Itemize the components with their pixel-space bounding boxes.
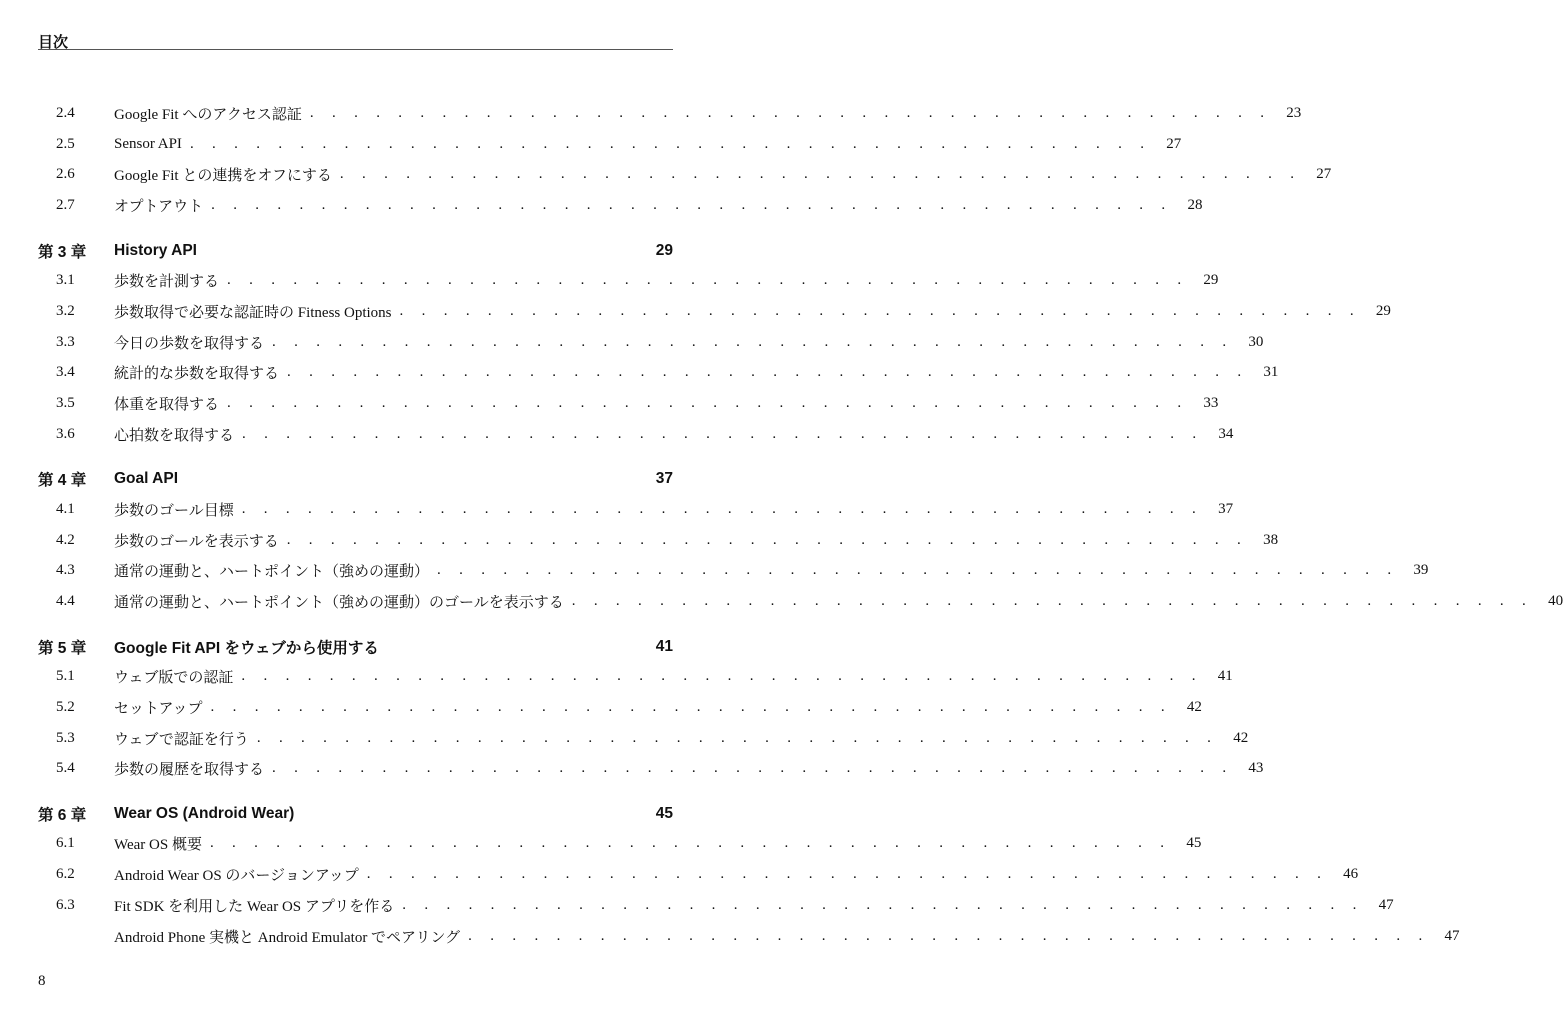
entry-title: Google Fit API をウェブから使用する — [114, 639, 379, 657]
toc-section-entry[interactable] — [38, 723, 1249, 754]
entry-page: 42 — [1186, 698, 1202, 715]
entry-page: 46 — [1343, 866, 1359, 883]
toc-chapter-entry[interactable] — [38, 465, 673, 494]
toc-chapter-entry[interactable] — [38, 799, 673, 828]
toc-section-entry[interactable] — [38, 525, 1279, 556]
table-of-contents — [38, 98, 1563, 952]
entry-page: 47 — [1378, 896, 1394, 913]
toc-section-entry[interactable] — [38, 419, 1234, 450]
toc-section-entry[interactable] — [38, 921, 1460, 952]
entry-title: Fit SDK を利用した Wear OS アプリを作る — [114, 898, 395, 915]
dot-leader: . . . . . . . . . . . . . . . . . . . . . . . . . . . . . . . . . . . . . . . . . . . . — [437, 562, 1399, 579]
entry-title: Google Fit へのアクセス認証 — [114, 106, 302, 123]
entry-page: 27 — [1166, 135, 1182, 152]
toc-section-entry[interactable] — [38, 327, 1264, 358]
entry-number: 2.6 — [56, 166, 75, 183]
entry-page: 38 — [1263, 531, 1279, 548]
toc-section-entry[interactable] — [38, 296, 1391, 327]
toc-section-entry[interactable] — [38, 754, 1264, 785]
toc-section-entry[interactable] — [38, 160, 1332, 191]
entry-page: 43 — [1248, 760, 1264, 777]
entry-number: 3.5 — [56, 395, 75, 412]
entry-title: 歩数のゴールを表示する — [114, 533, 279, 550]
entry-number: 第 3 章 — [38, 243, 87, 261]
entry-title: 通常の運動と、ハートポイント（強めの運動） — [114, 564, 430, 581]
dot-leader: . . . . . . . . . . . . . . . . . . . . . . . . . . . . . . . . . . . . . . . . . . . . — [339, 166, 1302, 183]
entry-number: 4.4 — [56, 593, 75, 610]
dot-leader: . . . . . . . . . . . . . . . . . . . . . . . . . . . . . . . . . . . . . . . . . . . . — [468, 927, 1430, 944]
dot-leader: . . . . . . . . . . . . . . . . . . . . . . . . . . . . . . . . . . . . . . . . . . . . — [241, 500, 1204, 517]
entry-number: 3.6 — [56, 426, 75, 443]
dot-leader: . . . . . . . . . . . . . . . . . . . . . . . . . . . . . . . . . . . . . . . . . . . . — [272, 333, 1234, 350]
entry-number: 6.2 — [56, 866, 75, 883]
entry-number: 第 6 章 — [38, 806, 87, 824]
entry-number: 5.1 — [56, 668, 75, 685]
entry-page: 29 — [655, 241, 673, 259]
dot-leader: . . . . . . . . . . . . . . . . . . . . . . . . . . . . . . . . . . . . . . . . . . . . — [272, 760, 1234, 777]
entry-page: 30 — [1248, 333, 1264, 350]
toc-section-entry[interactable] — [38, 494, 1234, 525]
entry-title: 歩数のゴール目標 — [114, 502, 234, 519]
entry-page: 39 — [1413, 562, 1429, 579]
dot-leader: . . . . . . . . . . . . . . . . . . . . . . . . . . . . . . . . . . . . . . . . . . . . — [209, 835, 1172, 852]
toc-section-entry[interactable] — [38, 129, 1182, 160]
toc-section-entry[interactable] — [38, 388, 1219, 419]
entry-number: 5.4 — [56, 760, 75, 777]
entry-title: 今日の歩数を取得する — [114, 335, 265, 352]
entry-title: セットアップ — [114, 700, 203, 717]
entry-title: Wear OS 概要 — [114, 837, 202, 854]
entry-number: 6.3 — [56, 896, 75, 913]
entry-page: 31 — [1263, 364, 1279, 381]
entry-page: 40 — [1548, 593, 1563, 610]
entry-title: Android Phone 実機と Android Emulator でペアリング — [114, 929, 461, 946]
entry-title: 統計的な歩数を取得する — [114, 366, 280, 383]
entry-number: 2.5 — [56, 135, 75, 152]
entry-number: 3.2 — [56, 302, 75, 319]
dot-leader: . . . . . . . . . . . . . . . . . . . . . . . . . . . . . . . . . . . . . . . . . . . . — [189, 135, 1152, 152]
dot-leader: . . . . . . . . . . . . . . . . . . . . . . . . . . . . . . . . . . . . . . . . . . . . — [287, 364, 1249, 381]
entry-page: 28 — [1187, 197, 1203, 214]
entry-number: 2.4 — [56, 104, 75, 121]
entry-title: 歩数を計測する — [114, 274, 220, 291]
entry-title: オプトアウト — [114, 199, 204, 216]
entry-number: 6.1 — [56, 835, 75, 852]
entry-number: 2.7 — [56, 197, 75, 214]
entry-number: 4.2 — [56, 531, 75, 548]
entry-page: 47 — [1444, 927, 1460, 944]
toc-section-entry[interactable] — [38, 890, 1394, 921]
entry-title: 体重を取得する — [114, 397, 220, 414]
toc-chapter-entry[interactable] — [38, 632, 673, 661]
entry-title: Android Wear OS のバージョンアップ — [114, 868, 359, 885]
entry-number: 第 4 章 — [38, 472, 87, 490]
entry-title: ウェブ版での認証 — [114, 670, 234, 687]
dot-leader: . . . . . . . . . . . . . . . . . . . . . . . . . . . . . . . . . . . . . . . . . . . . — [227, 272, 1189, 289]
entry-page: 37 — [655, 470, 673, 488]
entry-number: 3.4 — [56, 364, 75, 381]
dot-leader: . . . . . . . . . . . . . . . . . . . . . . . . . . . . . . . . . . . . . . . . . . . . — [242, 426, 1204, 443]
entry-title: History API — [114, 241, 197, 259]
entry-title: Goal API — [114, 470, 179, 488]
toc-section-entry[interactable] — [38, 586, 1563, 617]
entry-page: 37 — [1218, 500, 1234, 517]
entry-page: 27 — [1316, 166, 1332, 183]
entry-number: 3.1 — [56, 272, 75, 289]
entry-title: 歩数の履歴を取得する — [114, 762, 265, 779]
entry-page: 45 — [1186, 835, 1202, 852]
entry-title: Google Fit との連携をオフにする — [114, 168, 332, 185]
toc-section-entry[interactable] — [38, 692, 1202, 723]
dot-leader: . . . . . . . . . . . . . . . . . . . . . . . . . . . . . . . . . . . . . . . . . . . . — [309, 104, 1272, 121]
entry-number: 3.3 — [56, 333, 75, 350]
dot-leader: . . . . . . . . . . . . . . . . . . . . . . . . . . . . . . . . . . . . . . . . . . . . — [286, 531, 1249, 548]
toc-section-entry[interactable] — [38, 859, 1359, 890]
dot-leader: . . . . . . . . . . . . . . . . . . . . . . . . . . . . . . . . . . . . . . . . . . . . — [366, 866, 1329, 883]
entry-page: 33 — [1203, 395, 1219, 412]
entry-title: Wear OS (Android Wear) — [114, 804, 295, 822]
entry-page: 29 — [1203, 272, 1219, 289]
toc-section-entry[interactable] — [38, 190, 1203, 221]
toc-section-entry[interactable] — [38, 828, 1202, 859]
entry-page: 45 — [655, 804, 673, 822]
entry-page: 41 — [655, 637, 673, 655]
toc-chapter-entry[interactable] — [38, 236, 673, 265]
toc-section-entry[interactable] — [38, 556, 1429, 587]
header-rule — [38, 49, 673, 50]
entry-title: 心拍数を取得する — [114, 428, 235, 445]
entry-number: 第 5 章 — [38, 639, 87, 657]
entry-number: 4.1 — [56, 500, 75, 517]
entry-title: Sensor API — [114, 135, 182, 152]
entry-number: 5.3 — [56, 729, 75, 746]
running-header: 目次 — [38, 34, 69, 51]
entry-page: 42 — [1233, 729, 1249, 746]
toc-section-entry[interactable] — [38, 265, 1219, 296]
dot-leader: . . . . . . . . . . . . . . . . . . . . . . . . . . . . . . . . . . . . . . . . . . . . — [256, 729, 1219, 746]
toc-section-entry[interactable] — [38, 661, 1233, 692]
entry-number: 4.3 — [56, 562, 75, 579]
dot-leader: . . . . . . . . . . . . . . . . . . . . . . . . . . . . . . . . . . . . . . . . . . . . — [227, 395, 1189, 412]
entry-page: 23 — [1286, 104, 1302, 121]
dot-leader: . . . . . . . . . . . . . . . . . . . . . . . . . . . . . . . . . . . . . . . . . . . . — [399, 302, 1361, 319]
entry-title: 歩数取得で必要な認証時の Fitness Options — [114, 304, 392, 321]
dot-leader: . . . . . . . . . . . . . . . . . . . . . . . . . . . . . . . . . . . . . . . . . . . . — [241, 668, 1203, 685]
dot-leader: . . . . . . . . . . . . . . . . . . . . . . . . . . . . . . . . . . . . . . . . . . . . — [402, 896, 1364, 913]
entry-title: 通常の運動と、ハートポイント（強めの運動）のゴールを表示する — [114, 595, 564, 612]
dot-leader: . . . . . . . . . . . . . . . . . . . . . . . . . . . . . . . . . . . . . . . . . . . . — [571, 593, 1534, 610]
dot-leader: . . . . . . . . . . . . . . . . . . . . . . . . . . . . . . . . . . . . . . . . . . . . — [211, 197, 1173, 214]
toc-section-entry[interactable] — [38, 98, 1302, 129]
toc-section-entry[interactable] — [38, 358, 1279, 389]
entry-number: 5.2 — [56, 698, 75, 715]
entry-page: 34 — [1218, 426, 1234, 443]
entry-title: ウェブで認証を行う — [114, 731, 249, 748]
entry-page: 29 — [1375, 302, 1391, 319]
entry-page: 41 — [1217, 668, 1233, 685]
page-number: 8 — [38, 973, 46, 989]
dot-leader: . . . . . . . . . . . . . . . . . . . . . . . . . . . . . . . . . . . . . . . . . . . . — [210, 698, 1172, 715]
